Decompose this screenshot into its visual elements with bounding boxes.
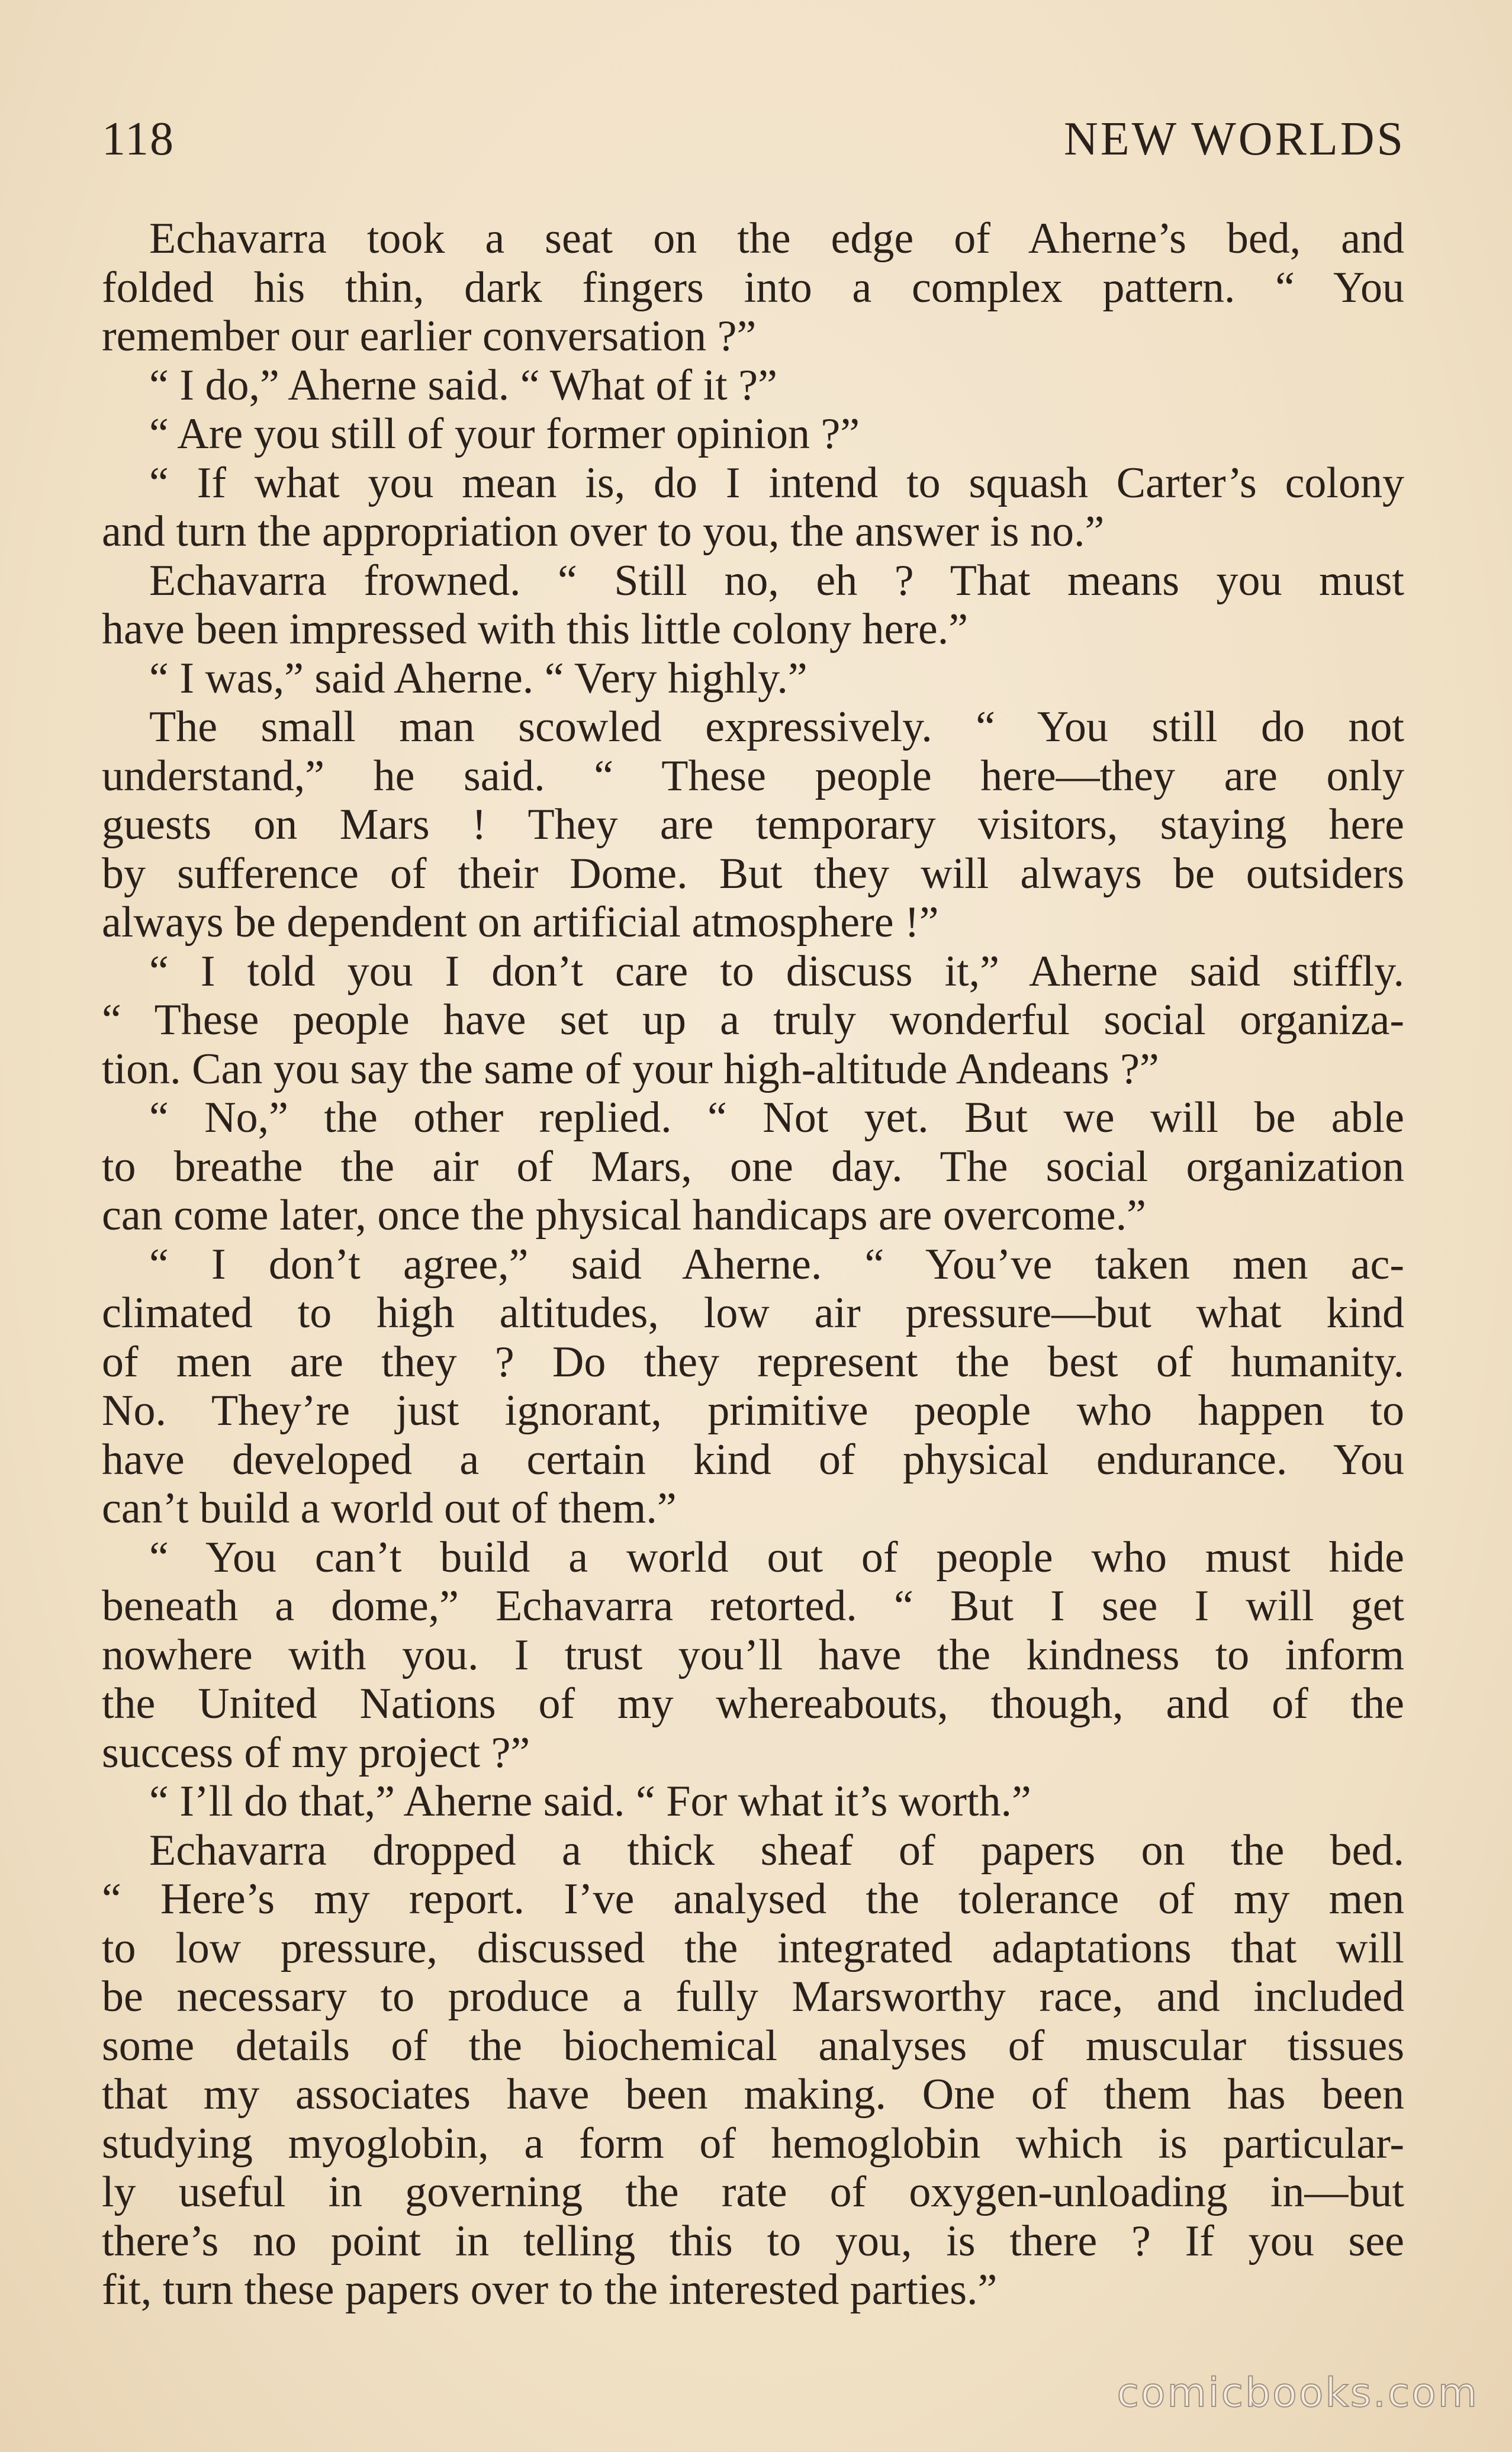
text-line: of men are they ? Do they represent the best of humanity. (102, 1337, 1404, 1386)
text-line: the United Nations of my whereabouts, though, and of the (102, 1679, 1404, 1728)
text-line: can’t build a world out of them.” (102, 1484, 677, 1533)
text-line: “ I told you I don’t care to discuss it,” Aherne said stiffly. (149, 947, 1404, 996)
text-line: studying myoglobin, a form of hemoglobin which is particular- (102, 2119, 1404, 2168)
text-line: tion. Can you say the same of your high-altitude Andeans ?” (102, 1044, 1159, 1093)
text-line: can come later, once the physical handicaps are overcome.” (102, 1191, 1146, 1240)
text-line: ly useful in governing the rate of oxygen-unloading in—but (102, 2168, 1404, 2216)
text-line: climated to high altitudes, low air pressure—but what kind (102, 1289, 1404, 1337)
text-line: have been impressed with this little colony here.” (102, 605, 969, 654)
text-line: always be dependent on artificial atmosphere !” (102, 898, 939, 947)
text-line: “ No,” the other replied. “ Not yet. But we will be able (149, 1093, 1404, 1142)
text-line: folded his thin, dark fingers into a complex pattern. “ You (102, 263, 1404, 312)
text-line: be necessary to produce a fully Marsworthy race, and included (102, 1972, 1404, 2021)
page-header (102, 112, 1405, 178)
text-line: that my associates have been making. One of them has been (102, 2070, 1404, 2119)
text-line: fit, turn these papers over to the interested parties.” (102, 2266, 998, 2314)
text-line: “ I’ll do that,” Aherne said. “ For what it’s worth.” (149, 1777, 1031, 1826)
text-line: and turn the appropriation over to you, the answer is no.” (102, 507, 1105, 556)
text-line: have developed a certain kind of physical endurance. You (102, 1435, 1404, 1484)
watermark: comicbooks.com (1117, 2370, 1479, 2416)
text-line: by sufference of their Dome. But they will always be outsiders (102, 849, 1404, 898)
text-line: “ Are you still of your former opinion ?” (149, 410, 860, 458)
text-line: “ I do,” Aherne said. “ What of it ?” (149, 361, 777, 410)
text-line: to low pressure, discussed the integrated adaptations that will (102, 1923, 1404, 1972)
text-line: “ These people have set up a truly wonderful social organiza- (102, 996, 1404, 1044)
text-line: guests on Mars ! They are temporary visitors, staying here (102, 800, 1404, 849)
text-line: remember our earlier conversation ?” (102, 312, 757, 361)
text-line: beneath a dome,” Echavarra retorted. “ But I see I will get (102, 1582, 1404, 1630)
text-line: The small man scowled expressively. “ You still do not (149, 703, 1404, 751)
text-line: Echavarra dropped a thick sheaf of papers on the bed. (149, 1826, 1404, 1875)
page-number: 118 (102, 113, 175, 165)
text-line: to breathe the air of Mars, one day. The social organization (102, 1142, 1404, 1191)
text-line: some details of the biochemical analyses of muscular tissues (102, 2021, 1404, 2070)
running-title: NEW WORLDS (1063, 113, 1405, 165)
text-line: “ I don’t agree,” said Aherne. “ You’ve taken men ac- (149, 1240, 1404, 1289)
text-line: “ Here’s my report. I’ve analysed the tolerance of my men (102, 1875, 1404, 1923)
text-line: “ I was,” said Aherne. “ Very highly.” (149, 654, 808, 703)
text-line: there’s no point in telling this to you, is there ? If you see (102, 2216, 1404, 2266)
text-line: No. They’re just ignorant, primitive people who happen to (102, 1386, 1404, 1435)
text-line: nowhere with you. I trust you’ll have the kindness to inform (102, 1630, 1404, 1679)
body-text (102, 214, 1404, 2315)
text-line: Echavarra frowned. “ Still no, eh ? That means you must (149, 556, 1404, 605)
text-line: “ You can’t build a world out of people who must hide (149, 1533, 1404, 1582)
text-line: understand,” he said. “ These people here—they are only (102, 751, 1404, 800)
text-line: success of my project ?” (102, 1728, 530, 1777)
text-line: “ If what you mean is, do I intend to squash Carter’s colony (149, 458, 1404, 507)
text-line: Echavarra took a seat on the edge of Aherne’s bed, and (149, 214, 1404, 263)
